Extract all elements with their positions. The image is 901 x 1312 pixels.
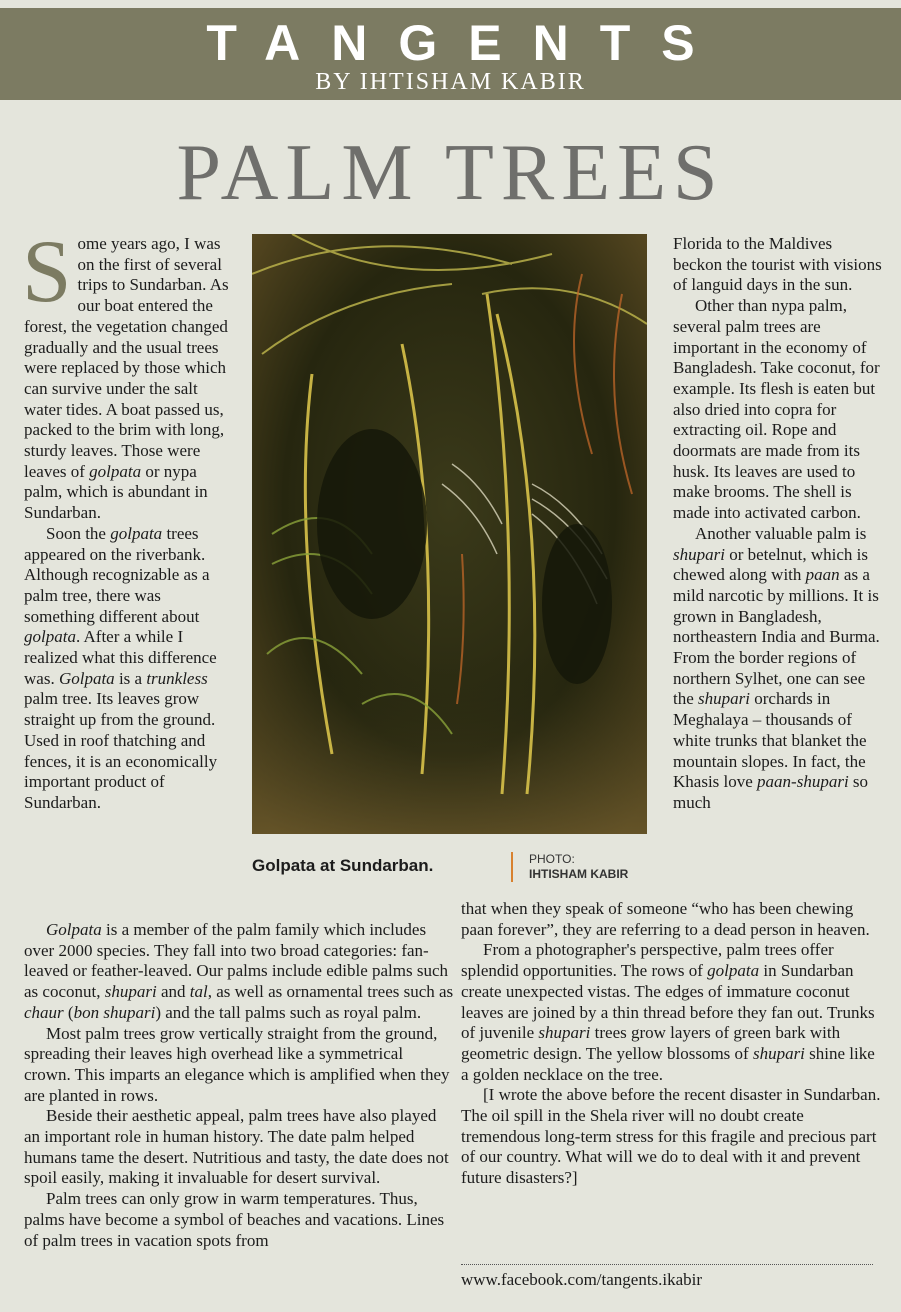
- paragraph: Soon the golpata trees appeared on the riverbank. Although recognizable as a palm tree, there was something different about golpata. After a while I realized what this difference was. Golpata is a trunkless palm tree. Its leaves grow straight up from the ground. Used in roof thatching and fences, it is an economically important product of Sundarban.: [24, 523, 218, 812]
- palm-fronds-image: [252, 234, 647, 834]
- article-headline: PALM TREES: [176, 129, 725, 217]
- column-title: TANGENTS: [206, 15, 726, 71]
- dotted-divider: [461, 1264, 873, 1265]
- credit-name: IHTISHAM KABIR: [529, 867, 629, 881]
- photo-credit: [511, 852, 628, 882]
- paragraph: Most palm trees grow vertically straight from the ground, spreading their leaves high overhead like a symmetrical crown. This imparts an elegance which is amplified when they are planted in rows.: [24, 1023, 450, 1105]
- article-column-3: [673, 234, 883, 814]
- golpata-photo: [252, 234, 647, 834]
- credit-label: PHOTO:: [529, 852, 575, 866]
- paragraph: [I wrote the above before the recent disaster in Sundarban. The oil spill in the Shela river will no doubt create tremendous long-term stress for this fragile and precious part of our country. What will we do to deal with it and prevent future disasters?]: [461, 1085, 881, 1188]
- header-banner: [0, 8, 901, 100]
- drop-cap: S: [22, 223, 72, 321]
- paragraph: Florida to the Maldives beckon the tourist with visions of languid days in the sun.: [673, 234, 882, 295]
- paragraph: Other than nypa palm, several palm trees are important in the economy of Bangladesh. Take coconut, for example. Its flesh is eaten but also dried into copra for extracting oil. Rope and doormats are made from its husk. Its leaves are used to make brooms. The shell is made into activated carbon.: [673, 296, 880, 523]
- facebook-link[interactable]: www.facebook.com/tangents.ikabir: [461, 1270, 703, 1289]
- paragraph: Another valuable palm is shupari or betelnut, which is chewed along with paan as a mild narcotic by millions. It is grown in Bangladesh, northeastern India and Burma. From the border regions of northern Sylhet, one can see the shupari orchards in Meghalaya – thousands of white trunks that blanket the mountain slopes. In fact, the Khasis love paan-shupari so much: [673, 523, 880, 812]
- article-lower-left: [24, 920, 454, 1251]
- paragraph: Palm trees can only grow in warm temperatures. Thus, palms have become a symbol of beaches and vacations. Lines of palm trees in vacation spots from: [24, 1189, 445, 1250]
- paragraph: Golpata is a member of the palm family which includes over 2000 species. They fall into two broad categories: fan-leaved or feather-leaved. Our palms include edible palms such as coconut, shupari and tal, as well as ornamental trees such as chaur (bon shupari) and the tall palms such as royal palm.: [24, 920, 454, 1022]
- paragraph: that when they speak of someone “who has been chewing paan forever”, they are referring to a dead person in heaven.: [461, 899, 870, 939]
- photo-caption: Golpata at Sundarban.: [252, 856, 434, 875]
- paragraph: Beside their aesthetic appeal, palm trees have also played an important role in human history. The date palm helped humans tame the desert. Nutritious and tasty, the date does not spoil easily, making it invaluable for desert survival.: [24, 1106, 449, 1188]
- article-column-1: [22, 223, 232, 814]
- byline: BY IHTISHAM KABIR: [315, 69, 586, 95]
- article-lower-right: [461, 899, 881, 1189]
- paragraph: From a photographer's perspective, palm trees offer splendid opportunities. The rows of golpata in Sundarban create unexpected vistas. The edges of immature coconut leaves are joined by a thin thread before they fan out. Trunks of juvenile shupari trees grow layers of green bark with geometric design. The yellow blossoms of shupari shine like a golden necklace on the tree.: [461, 940, 875, 1084]
- paragraph: Some years ago, I was on the first of several trips to Sundarban. As our boat entered the forest, the vegetation changed gradually and the usual trees were replaced by those which can survive under the salt water tides. A boat passed us, packed to the brim with long, sturdy leaves. Those were leaves of golpata or nypa palm, which is abundant in Sundarban.: [22, 223, 229, 523]
